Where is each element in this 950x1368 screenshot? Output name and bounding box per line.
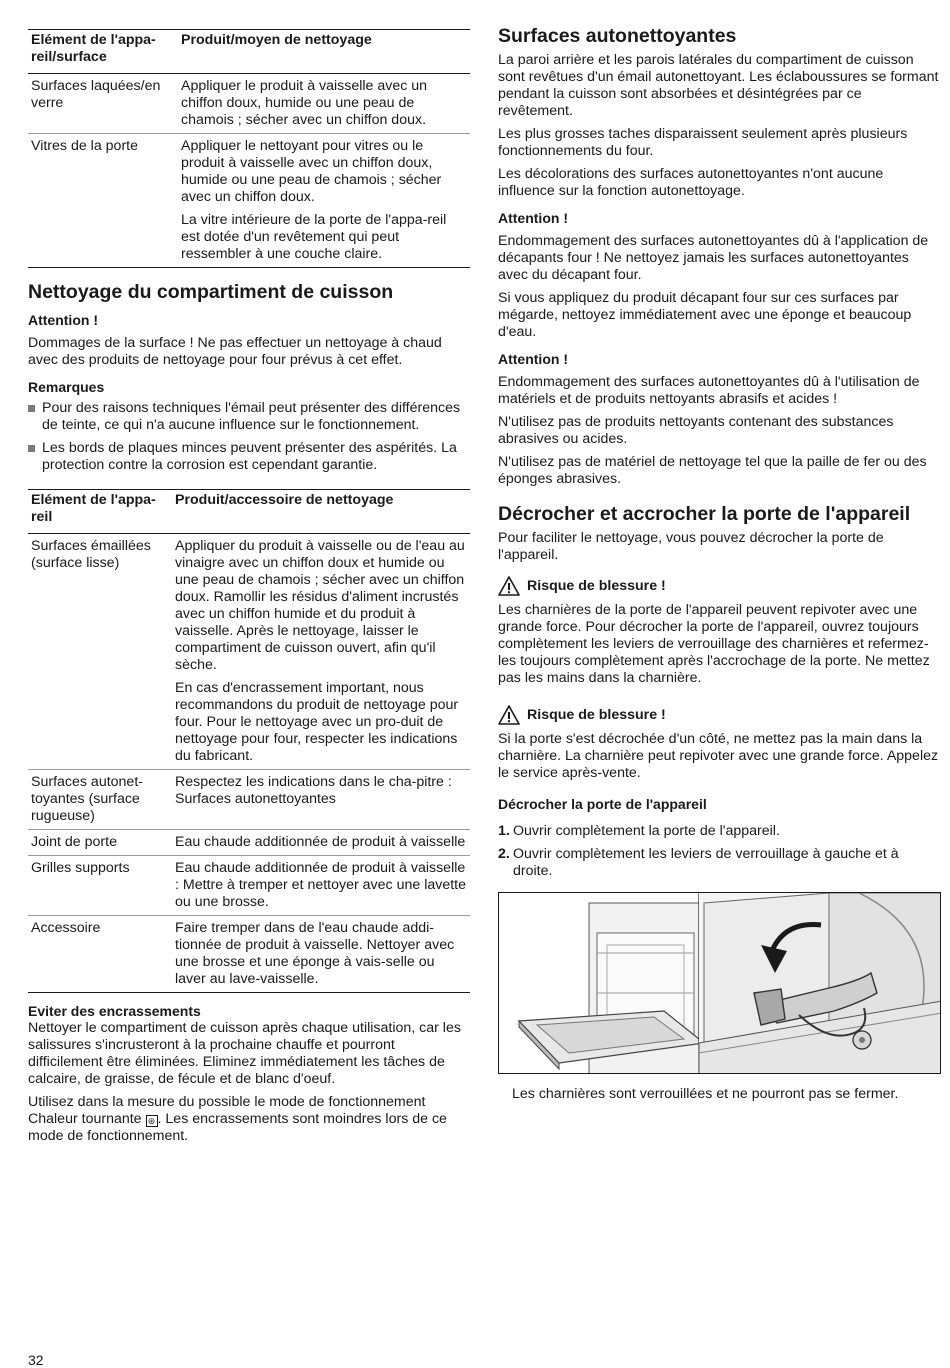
table-row	[28, 134, 470, 268]
table-row	[28, 916, 470, 993]
paragraph: Si vous appliquez du produit décapant four sur ces surfaces par mégarde, nettoyez immédiatement avec une éponge et beaucoup d'eau.	[498, 290, 912, 340]
step-number: 2.	[498, 846, 510, 862]
avoid-paragraph-1: Nettoyer le compartiment de cuisson après chaque utilisation, car les salissures s'incrusteront à la prochaine chauffe et pourront difficilement être éliminées. Eliminez immédiatement les tâches de calcaire, de graisse, de fécule et de blanc d'oeuf.	[28, 1020, 461, 1087]
avoid-title: Eviter des encrassements	[28, 1003, 201, 1019]
warning-label: Risque de blessure !	[527, 577, 666, 594]
attention-label: Attention !	[498, 210, 568, 226]
table-row	[28, 534, 470, 770]
paragraph: Endommagement des surfaces autonettoyantes dû à l'application de décapants four ! Ne nettoyez jamais les surfaces autonettoyantes avec du décapant four.	[498, 233, 929, 283]
table-cell-product	[172, 534, 470, 770]
attention-label: Attention !	[28, 312, 98, 328]
table-header-row	[28, 490, 470, 534]
cell-text: Appliquer le produit à vaisselle avec un chiffon doux, humide ou une peau de chamois ; sécher avec un chiffon doux.	[181, 78, 428, 128]
paragraph: Les charnières de la porte de l'appareil peuvent repivoter avec une grande force. Pour décrocher la porte de l'appareil, ouvrez toujours complètement les leviers de verrouillage des charnières et refermez-les toujours complètement après l'accrochage de la porte. Ne mettez pas les mains dans la charnière.	[498, 602, 930, 686]
table-cell-product	[172, 856, 470, 916]
section-title-cleaning: Nettoyage du compartiment de cuisson	[28, 281, 394, 303]
cell-text: Eau chaude additionnée de produit à vaisselle : Mettre à tremper et nettoyer avec une lavette ou une brosse.	[175, 860, 466, 910]
avoid-text-after: . Les encrassements sont moindres lors de ce mode de fonctionnement.	[28, 1111, 447, 1144]
table-cell-element: Accessoire	[28, 916, 172, 993]
step-number: 1.	[498, 823, 510, 839]
paragraph: N'utilisez pas de produits nettoyants contenant des substances abrasives ou acides.	[498, 414, 894, 447]
table-cell-product	[178, 74, 470, 134]
attention-label: Attention !	[498, 351, 568, 367]
remarks-label: Remarques	[28, 379, 105, 395]
table-header-row	[28, 30, 470, 74]
table-cell-element: Vitres de la porte	[28, 134, 178, 268]
cell-text: Appliquer le nettoyant pour vitres ou le produit à vaisselle avec un chiffon doux, humide ou une peau de chamois ; sécher avec un chiffon doux.	[181, 138, 442, 205]
cell-text: Eau chaude additionnée de produit à vaisselle	[175, 834, 466, 850]
paragraph: Endommagement des surfaces autonettoyantes dû à l'utilisation de matériels et de produits nettoyants abrasifs et acides !	[498, 374, 920, 407]
convection-fan-icon: ⊛	[146, 1115, 158, 1127]
list-item-text: Pour des raisons techniques l'émail peut présenter des différences de teinte, ce qui n'a aucune influence sur le fonctionnement.	[42, 400, 461, 433]
table-cell-element: Surfaces émaillées (surface lisse)	[28, 534, 172, 770]
paragraph: N'utilisez pas de matériel de nettoyage tel que la paille de fer ou des éponges abrasives.	[498, 454, 927, 487]
table-header-element: Elément de l'appa-reil	[28, 490, 172, 534]
table-header-product: Produit/moyen de nettoyage	[178, 30, 470, 74]
cleaning-table-1	[28, 29, 470, 268]
left-column	[28, 0, 470, 1151]
list-item-text: Les bords de plaques minces peuvent présenter des aspérités. La protection contre la corrosion est cependant garantie.	[42, 440, 457, 473]
risk-warning-2	[498, 705, 940, 725]
table-cell-element: Surfaces laquées/en verre	[28, 74, 178, 134]
cell-text: Appliquer du produit à vaisselle ou de l'eau au vinaigre avec un chiffon doux et humide ou une peau de chamois ; sécher avec un chiffon doux. Ramollir les résidus d'aliment incrustés avec un chiffon humide et du produit à vaisselle. Après le nettoyage, laisser le compartiment de cuisson ouvert, afin qu'il sèche.	[175, 538, 465, 673]
risk-warning-1	[498, 576, 940, 596]
table-row	[28, 74, 470, 134]
table-header-element: Elément de l'appa-reil/surface	[28, 30, 178, 74]
avoid-paragraph-2	[28, 1094, 470, 1145]
table-row	[28, 856, 470, 916]
table-cell-product	[172, 830, 470, 856]
warning-label: Risque de blessure !	[527, 706, 666, 723]
table-cell-element: Surfaces autonet-toyantes (surface rugueuse)	[28, 770, 172, 830]
section-title-self-cleaning: Surfaces autonettoyantes	[498, 25, 737, 47]
page-number: 32	[28, 1352, 44, 1368]
table-row	[28, 830, 470, 856]
table-cell-product	[172, 770, 470, 830]
right-column	[498, 0, 940, 1109]
steps-list	[498, 823, 940, 880]
table-cell-product	[172, 916, 470, 993]
paragraph: Si la porte s'est décrochée d'un côté, ne mettez pas la main dans la charnière. La charnière peut repivoter avec une grande force. Appelez le service après-vente.	[498, 731, 939, 781]
list-item	[28, 440, 470, 474]
paragraph: Pour faciliter le nettoyage, vous pouvez décrocher la porte de l'appareil.	[498, 530, 884, 563]
paragraph: Les plus grosses taches disparaissent seulement après plusieurs fonctionnements du four.	[498, 126, 908, 159]
avoid-text-before: Utilisez dans la mesure du possible le mode de fonctionnement Chaleur tournante	[28, 1094, 426, 1127]
list-item	[28, 400, 470, 434]
table-header-product: Produit/accessoire de nettoyage	[172, 490, 470, 534]
table-cell-element: Grilles supports	[28, 856, 172, 916]
cell-text: La vitre intérieure de la porte de l'appa-reil est dotée d'un revêtement qui peut ressembler à une couche claire.	[181, 212, 447, 262]
subsection-title: Décrocher la porte de l'appareil	[498, 796, 707, 812]
remarks-list	[28, 400, 470, 474]
hinge-illustration	[498, 892, 941, 1074]
warning-triangle-icon	[498, 576, 520, 596]
step-text: Ouvrir complètement les leviers de verrouillage à gauche et à droite.	[513, 846, 899, 879]
cell-text: En cas d'encrassement important, nous recommandons du produit de nettoyage pour four. Pour le nettoyage avec un pro-duit de nettoyage pour four, respecter les indications du fabricant.	[175, 680, 459, 764]
paragraph: La paroi arrière et les parois latérales du compartiment de cuisson sont revêtues d'un émail autonettoyant. Les éclaboussures se formant pendant la cuisson sont absorbées et désintégrées par ce revêtement.	[498, 52, 939, 119]
warning-triangle-icon	[498, 705, 520, 725]
cleaning-table-2	[28, 489, 470, 993]
oven-hinge-image	[499, 893, 941, 1074]
bullet-square-icon	[28, 445, 35, 452]
bullet-square-icon	[28, 405, 35, 412]
table-cell-element: Joint de porte	[28, 830, 172, 856]
cell-text: Faire tremper dans de l'eau chaude addi-tionnée de produit à vaisselle. Nettoyer avec une brosse et une éponge à vais-selle ou laver au lave-vaisselle.	[175, 920, 455, 987]
step-item	[498, 846, 940, 880]
figure-caption: Les charnières sont verrouillées et ne pourront pas se fermer.	[512, 1086, 899, 1102]
table-row	[28, 770, 470, 830]
table-cell-product	[178, 134, 470, 268]
section-title-door: Décrocher et accrocher la porte de l'appareil	[498, 503, 911, 525]
attention-text: Dommages de la surface ! Ne pas effectuer un nettoyage à chaud avec des produits de nettoyage pour four prévus à cet effet.	[28, 335, 442, 368]
paragraph: Les décolorations des surfaces autonettoyantes n'ont aucune influence sur la fonction autonettoyage.	[498, 166, 884, 199]
step-text: Ouvrir complètement la porte de l'appareil.	[513, 823, 780, 839]
cell-text: Respectez les indications dans le cha-pitre : Surfaces autonettoyantes	[175, 774, 452, 807]
step-item	[498, 823, 940, 840]
